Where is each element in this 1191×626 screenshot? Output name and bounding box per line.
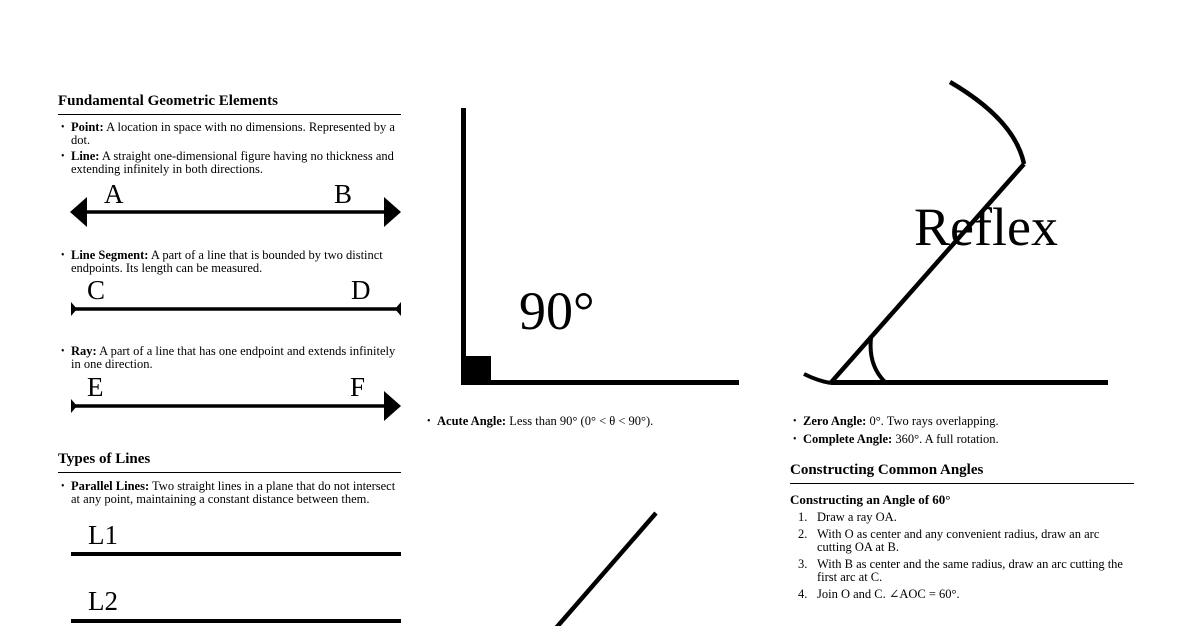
fundamental-list-segment bbox=[58, 249, 403, 275]
reflex-arc-tail bbox=[804, 374, 831, 383]
constructing-60-subheading: Constructing an Angle of 60° bbox=[790, 492, 951, 507]
construction-step bbox=[790, 558, 1125, 584]
step-number: 3. bbox=[798, 557, 808, 571]
ray-endpoint-e bbox=[71, 399, 77, 413]
definition-complete-angle: 360°. A full rotation. bbox=[892, 432, 999, 446]
fundamental-list-ray bbox=[58, 345, 403, 371]
step-number: 1. bbox=[798, 510, 808, 524]
types-of-lines-heading: Types of Lines bbox=[58, 451, 401, 473]
right-angle-label: 90° bbox=[519, 281, 595, 341]
acute-angle-ray bbox=[556, 513, 656, 626]
definition-acute-angle: Less than 90° (0° < θ < 90°). bbox=[506, 414, 654, 428]
definition-point: A location in space with no dimensions. Represented by a dot. bbox=[71, 120, 395, 147]
line-arrow-left bbox=[70, 197, 87, 227]
segment-endpoint-c bbox=[71, 302, 77, 316]
point-label-a: A bbox=[104, 179, 124, 209]
term-line: Line: bbox=[71, 149, 100, 163]
types-of-lines-list bbox=[58, 480, 403, 506]
reflex-angle-label: Reflex bbox=[914, 197, 1058, 257]
point-label-c: C bbox=[87, 275, 106, 305]
term-line-segment: Line Segment: bbox=[71, 248, 149, 262]
fundamental-list-top bbox=[58, 121, 403, 176]
step-number: 4. bbox=[798, 587, 808, 601]
construction-steps bbox=[790, 511, 1125, 605]
reflex-outer-arc bbox=[950, 82, 1024, 164]
definition-line-segment: A part of a line that is bounded by two distinct endpoints. Its length can be measured. bbox=[71, 248, 383, 275]
step-text: With B as center and the same radius, draw an arc cutting the first arc at C. bbox=[817, 557, 1123, 584]
step-text: Draw a ray OA. bbox=[817, 510, 897, 524]
ray-arrow bbox=[384, 391, 401, 421]
step-text: Join O and C. ∠AOC = 60°. bbox=[817, 587, 960, 601]
list-item-acute-angle bbox=[424, 415, 764, 428]
definition-parallel-lines: Two straight lines in a plane that do not intersect at any point, maintaining a constant distance between them. bbox=[71, 479, 396, 506]
construction-step bbox=[790, 511, 1125, 524]
term-point: Point: bbox=[71, 120, 104, 134]
acute-angle-ray-figure bbox=[540, 510, 665, 626]
list-item-line-segment bbox=[58, 249, 403, 275]
term-ray: Ray: bbox=[71, 344, 97, 358]
term-complete-angle: Complete Angle: bbox=[803, 432, 893, 446]
reflex-angle-arc bbox=[871, 338, 886, 383]
line-label-l1: L1 bbox=[88, 520, 118, 550]
line-label-l2: L2 bbox=[88, 586, 118, 616]
right-angle-marker bbox=[463, 356, 491, 384]
definition-line: A straight one-dimensional figure having no thickness and extending infinitely in both directions. bbox=[71, 149, 394, 176]
list-item-line bbox=[58, 150, 403, 176]
fundamental-elements-heading: Fundamental Geometric Elements bbox=[58, 93, 401, 115]
point-label-f: F bbox=[350, 372, 366, 402]
acute-angle-list bbox=[424, 415, 764, 428]
step-text: With O as center and any convenient radius, draw an arc cutting OA at B. bbox=[817, 527, 1100, 554]
construction-step bbox=[790, 588, 1125, 601]
definition-ray: A part of a line that has one endpoint and extends infinitely in one direction. bbox=[71, 344, 396, 371]
parallel-line-2 bbox=[71, 619, 401, 623]
parallel-line-1 bbox=[71, 552, 401, 556]
term-acute-angle: Acute Angle: bbox=[437, 414, 507, 428]
list-item-zero-angle bbox=[790, 415, 1135, 428]
point-label-d: D bbox=[351, 275, 371, 305]
term-parallel-lines: Parallel Lines: bbox=[71, 479, 150, 493]
construction-step bbox=[790, 528, 1125, 554]
point-label-e: E bbox=[87, 372, 104, 402]
list-item-point bbox=[58, 121, 403, 147]
line-arrow-right bbox=[384, 197, 401, 227]
special-angles-list bbox=[790, 415, 1135, 446]
list-item-parallel-lines bbox=[58, 480, 403, 506]
definition-zero-angle: 0°. Two rays overlapping. bbox=[866, 414, 999, 428]
segment-endpoint-d bbox=[395, 302, 401, 316]
right-angle-figure bbox=[455, 100, 755, 400]
point-label-b: B bbox=[334, 179, 353, 209]
constructing-angles-heading: Constructing Common Angles bbox=[790, 462, 1134, 484]
term-zero-angle: Zero Angle: bbox=[803, 414, 867, 428]
step-number: 2. bbox=[798, 527, 808, 541]
list-item-complete-angle bbox=[790, 433, 1135, 446]
list-item-ray bbox=[58, 345, 403, 371]
